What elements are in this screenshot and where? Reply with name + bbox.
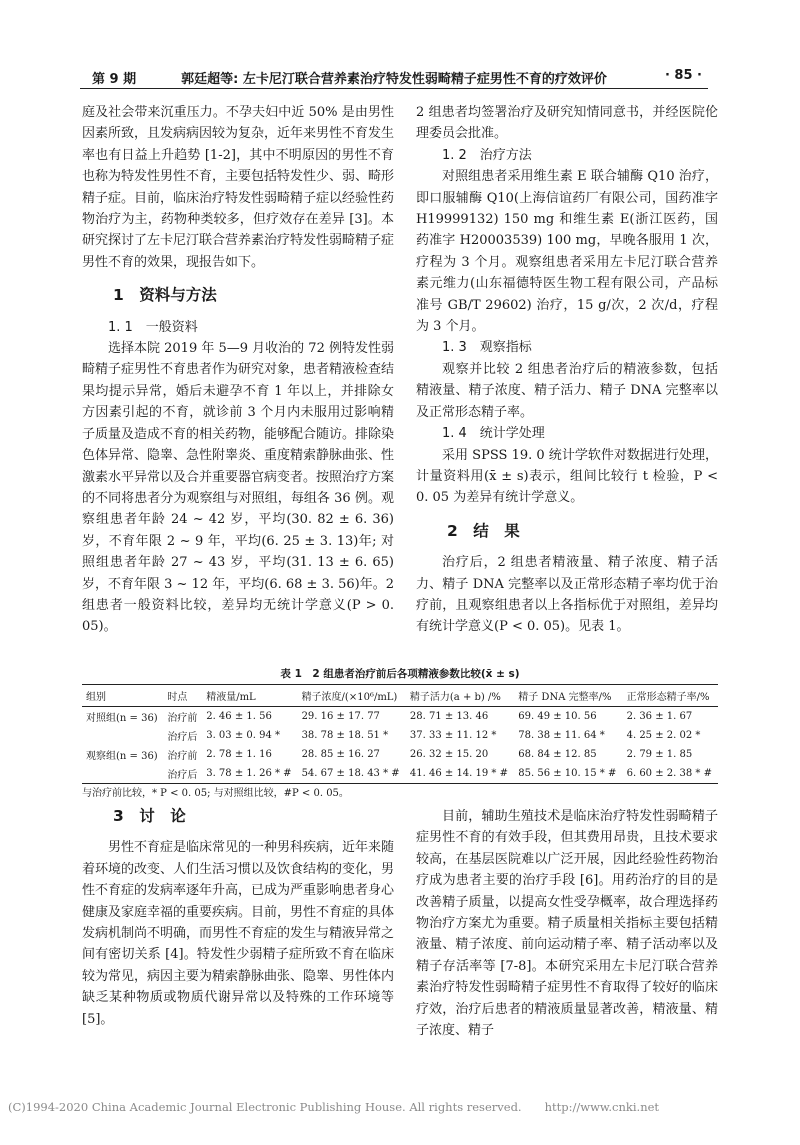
left-column-bottom: [82, 806, 394, 1030]
table-cell: 37. 33 ± 11. 12 *: [409, 730, 497, 741]
table-row: [82, 745, 718, 764]
table-cell: 2. 36 ± 1. 67: [626, 711, 693, 722]
table-cell: [82, 726, 163, 745]
table-cell: [82, 764, 163, 784]
table-cell: 68. 84 ± 12. 85: [518, 749, 597, 760]
table-cell: 治疗后: [163, 764, 202, 784]
table-cell: 2. 46 ± 1. 56: [206, 711, 272, 722]
table-cell: 28. 85 ± 16. 27: [301, 749, 380, 760]
table-cell: 治疗前: [167, 751, 198, 762]
general-data-paragraph: 选择本院 2019 年 5—9 月收治的 72 例特发性弱畸精子症男性不育患者作为研究对象，患者精液检查结果均提示异常，婚后未避孕不育 1 年以上，并排除女方因素引起的不育，就诊前 3 个月内未服用过影响精子质量及造成不育的相关药物，能够配合随访。排除染色体异常、隐睾、急性附睾炎、重度精索静脉曲张、性激素水平异常以及合并重要器官病变者。按照治疗方案的不同将患者分为观察组与对照组，每组各 36 例。观察组患者年龄 24 ~ 42 岁，平均(30. 82 ± 6. 36)岁，不育年限 2 ~ 9 年，平均(6. 25 ± 3. 13)年; 对照组患者年龄 27 ~ 43 岁，平均(31. 13 ± 6. 65)岁，不育年限 3 ~ 12 年，平均(6. 68 ± 3. 56)年。2 组患者一般资料比较，差异均无统计学意义(P > 0. 05)。: [82, 341, 395, 635]
table-header-cell: 组别: [82, 685, 163, 707]
table-title: 表 1 2 组患者治疗前后各项精液参数比较(x̄ ± s): [280, 668, 520, 680]
table-header-cell: 精子浓度/(×10⁶/mL): [298, 685, 406, 707]
table-header-cell: 时点: [163, 685, 202, 707]
table-cell: 85. 56 ± 10. 15 * #: [514, 764, 622, 784]
indicator-paragraph: 观察并比较 2 组患者治疗后的精液参数，包括精液量、精子浓度、精子活力、精子 DNA 完整率以及正常形态精子率。: [416, 361, 718, 420]
running-header: [80, 62, 708, 89]
discussion-paragraph-right: 目前，辅助生殖技术是临床治疗特发性弱畸精子症男性不育的有效手段，但其费用昂贵，且技术要求较高，在基层医院难以广泛开展，因此经验性药物治疗成为患者主要的治疗手段 [6]。用药治疗的目的是改善精子质量，以提高女性受孕概率，故合理选择药物治疗方案尤为重要。精子质量相关指标主要包括精液量、精子浓度、前向运动精子率、精子活动率以及精子存活率等 [7-8]。本研究采用左卡尼汀联合营养素治疗特发性弱畸精子症男性不育取得了较好的临床疗效，治疗后患者的精液质量显著改善，精液量、精子浓度、精子: [416, 809, 718, 1039]
table-cell: 29. 16 ± 17. 77: [301, 711, 380, 722]
section-1-heading: 1 资料与方法: [113, 286, 217, 305]
copyright-footer: (C)1994-2020 China Academic Journal Electronic Publishing House. All rights reserved. http://www.cnki.net: [8, 1100, 660, 1114]
table-cell: 治疗后: [167, 732, 198, 743]
table-cell: 28. 71 ± 13. 46: [409, 711, 489, 722]
section-1-4-heading: 1. 4 统计学处理: [442, 426, 545, 442]
table-note: 与治疗前比较，* P < 0. 05; 与对照组比较，#P < 0. 05。: [82, 788, 349, 799]
results-paragraph: 治疗后，2 组患者精液量、精子浓度、精子活力、精子 DNA 完整率以及正常形态精子率均优于治疗前，且观察组患者以上各指标优于对照组，差异均有统计学意义(P < 0. 05)。见表 1。: [416, 555, 718, 635]
running-title: 郭廷超等: 左卡尼汀联合营养素治疗特发性弱畸精子症男性不育的疗效评价: [181, 72, 607, 87]
table-row: [82, 726, 718, 745]
table-cell: 38. 78 ± 18. 51 *: [301, 730, 389, 741]
page-number: · 85 ·: [664, 68, 702, 83]
semen-parameter-table: [82, 684, 718, 784]
table-header-cell: 精液量/mL: [202, 685, 297, 707]
table-cell: 78. 38 ± 11. 64 *: [518, 730, 605, 741]
table-header-cell: 正常形态精子率/%: [623, 685, 718, 707]
table-cell: 治疗前: [167, 713, 198, 724]
table-cell: 26. 32 ± 15. 20: [409, 749, 489, 760]
table-cell: 6. 60 ± 2. 38 * #: [623, 764, 718, 784]
table-cell: 3. 03 ± 0. 94 *: [206, 730, 281, 741]
table-header-cell: 精子活力(a + b) /%: [406, 685, 514, 707]
section-1-3-heading: 1. 3 观察指标: [442, 340, 532, 356]
table-cell: 对照组(n = 36): [86, 713, 158, 724]
right-column-top: [416, 102, 718, 638]
table-cell: 2. 79 ± 1. 85: [626, 749, 693, 760]
table-row: [82, 764, 718, 784]
consent-paragraph: 2 组患者均签署治疗及研究知情同意书，并经医院伦理委员会批准。: [416, 105, 718, 142]
section-3-heading: 3 讨 论: [113, 807, 186, 825]
right-column-bottom: [416, 806, 718, 1041]
table-cell: 69. 49 ± 10. 56: [518, 711, 597, 722]
issue-number: 第 9 期: [92, 72, 137, 87]
table-row: [82, 707, 718, 727]
treatment-paragraph: 对照组患者采用维生素 E 联合辅酶 Q10 治疗，即口服辅酶 Q10(上海信谊药厂有限公司，国药准字 H19999132) 150 mg 和维生素 E(浙江医药，国药准字 H20003539) 100 mg，早晚各服用 1 次，疗程为 3 个月。观察组患者采用左卡尼汀联合营养素元维力(山东福德特医生物工程有限公司，产品标准号 GB/T 29602) 治疗，15 g/次，2 次/d，疗程为 3 个月。: [416, 169, 718, 335]
section-1-1-heading: 1. 1 一般资料: [108, 319, 198, 335]
table-cell: 41. 46 ± 14. 19 * #: [406, 764, 514, 784]
table-cell: 54. 67 ± 18. 43 * #: [298, 764, 406, 784]
section-2-heading: 2 结 果: [447, 521, 520, 540]
section-1-2-heading: 1. 2 治疗方法: [442, 147, 532, 163]
table-cell: 3. 78 ± 1. 26 * #: [202, 764, 297, 784]
discussion-paragraph-left: 男性不育症是临床常见的一种男科疾病，近年来随着环境的改变、人们生活习惯以及饮食结构的变化，男性不育症的发病率逐年升高，已成为严重影响患者身心健康及家庭幸福的重要疾病。目前，男性不育症的具体发病机制尚不明确，而男性不育症的发生与精液异常之间有密切关系 [4]。特发性少弱精子症所致不育在临床较为常见，病因主要为精索静脉曲张、隐睾、男性体内缺乏某种物质或物质代谢异常以及特殊的工作环境等 [5]。: [82, 840, 395, 1027]
intro-paragraph: 庭及社会带来沉重压力。不孕夫妇中近 50% 是由男性因素所致，且发病病因较为复杂，近年来男性不育发生率也有日益上升趋势 [1-2]，其中不明原因的男性不育也称为特发性男性不育，主要包括特发性少、弱、畸形精子症。目前，临床治疗特发性弱畸精子症以经验性药物治疗为主，药物种类较多，但疗效存在差异 [3]。本研究探讨了左卡尼汀联合营养素治疗特发性弱畸精子症男性不育的效果，现报告如下。: [82, 105, 395, 270]
table-header-cell: 精子 DNA 完整率/%: [514, 685, 622, 707]
table-cell: 2. 78 ± 1. 16: [206, 749, 272, 760]
left-column-top: [82, 102, 394, 638]
table-cell: 观察组(n = 36): [86, 751, 158, 762]
table-cell: 4. 25 ± 2. 02 *: [626, 730, 701, 741]
table-header-row: [82, 685, 718, 707]
statistics-paragraph: 采用 SPSS 19. 0 统计学软件对数据进行处理，计量资料用(x̄ ± s)表示，组间比较行 t 检验，P < 0. 05 为差异有统计学意义。: [416, 447, 718, 506]
